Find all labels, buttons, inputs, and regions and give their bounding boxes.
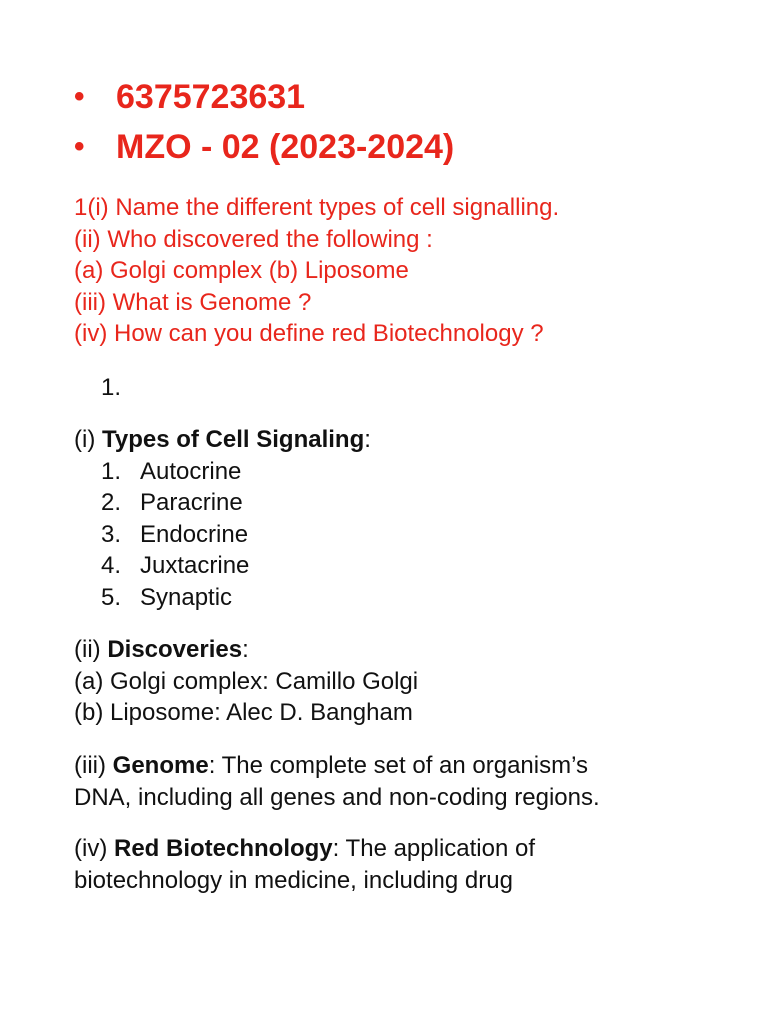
section-prefix: (iv) bbox=[74, 835, 114, 862]
list-item bbox=[74, 519, 371, 551]
section-suffix: : bbox=[242, 636, 249, 663]
section-red-biotechnology bbox=[74, 833, 535, 896]
section-prefix: (i) bbox=[74, 426, 102, 453]
answer-number: 1. bbox=[101, 374, 122, 401]
bullet-icon: • bbox=[74, 130, 85, 163]
section-prefix: (iii) bbox=[74, 752, 113, 779]
section-title: Red Biotechnology bbox=[113, 835, 333, 862]
section-title: Discoveries bbox=[107, 636, 243, 663]
list-number: 5. bbox=[101, 583, 122, 611]
list-number: 1. bbox=[101, 457, 122, 485]
course-code: MZO - 02 (2023-2024) bbox=[116, 127, 455, 166]
section-text-line bbox=[74, 750, 600, 782]
question-line: 1(i) Name the different types of cell signalling. bbox=[74, 194, 560, 221]
list-item bbox=[74, 582, 371, 614]
section-text-line: DNA, including all genes and non-coding regions. bbox=[74, 783, 600, 811]
signaling-types-list bbox=[74, 456, 371, 614]
section-text: : The application of bbox=[332, 835, 536, 862]
question-line: (iv) How can you define red Biotechnology ? bbox=[74, 320, 544, 347]
section-text-line bbox=[74, 833, 535, 865]
section-title: Types of Cell Signaling bbox=[101, 426, 365, 453]
bullet-icon: • bbox=[74, 80, 85, 113]
section-title: Genome bbox=[112, 752, 209, 779]
list-label: Autocrine bbox=[140, 457, 242, 485]
header-bullet-item bbox=[74, 122, 454, 172]
section-genome bbox=[74, 750, 600, 813]
discovery-line: (b) Liposome: Alec D. Bangham bbox=[74, 699, 413, 726]
section-discoveries bbox=[74, 634, 418, 729]
section-heading bbox=[74, 634, 418, 666]
discovery-line: (a) Golgi complex: Camillo Golgi bbox=[74, 667, 419, 695]
section-text: : The complete set of an organism’s bbox=[208, 752, 588, 779]
section-cell-signaling bbox=[74, 424, 371, 613]
header-bullet-item bbox=[74, 72, 454, 122]
list-label: Juxtacrine bbox=[140, 552, 250, 579]
section-text-line: biotechnology in medicine, including drug bbox=[74, 866, 513, 894]
list-number: 2. bbox=[101, 489, 122, 516]
list-label: Endocrine bbox=[140, 520, 249, 548]
list-label: Paracrine bbox=[140, 489, 243, 516]
list-item bbox=[74, 487, 371, 519]
header-bullets bbox=[74, 72, 454, 172]
question-line: (ii) Who discovered the following : bbox=[74, 225, 433, 253]
question-line: (iii) What is Genome ? bbox=[74, 288, 312, 316]
question-block bbox=[74, 192, 559, 350]
section-heading bbox=[74, 424, 371, 456]
list-item bbox=[74, 550, 371, 582]
phone-number: 6375723631 bbox=[116, 77, 306, 116]
list-label: Synaptic bbox=[140, 583, 233, 611]
list-item bbox=[74, 456, 371, 488]
section-prefix: (ii) bbox=[74, 636, 108, 663]
list-number: 4. bbox=[101, 552, 122, 579]
list-number: 3. bbox=[101, 520, 122, 548]
section-suffix: : bbox=[364, 426, 371, 453]
question-line: (a) Golgi complex (b) Liposome bbox=[74, 257, 409, 284]
